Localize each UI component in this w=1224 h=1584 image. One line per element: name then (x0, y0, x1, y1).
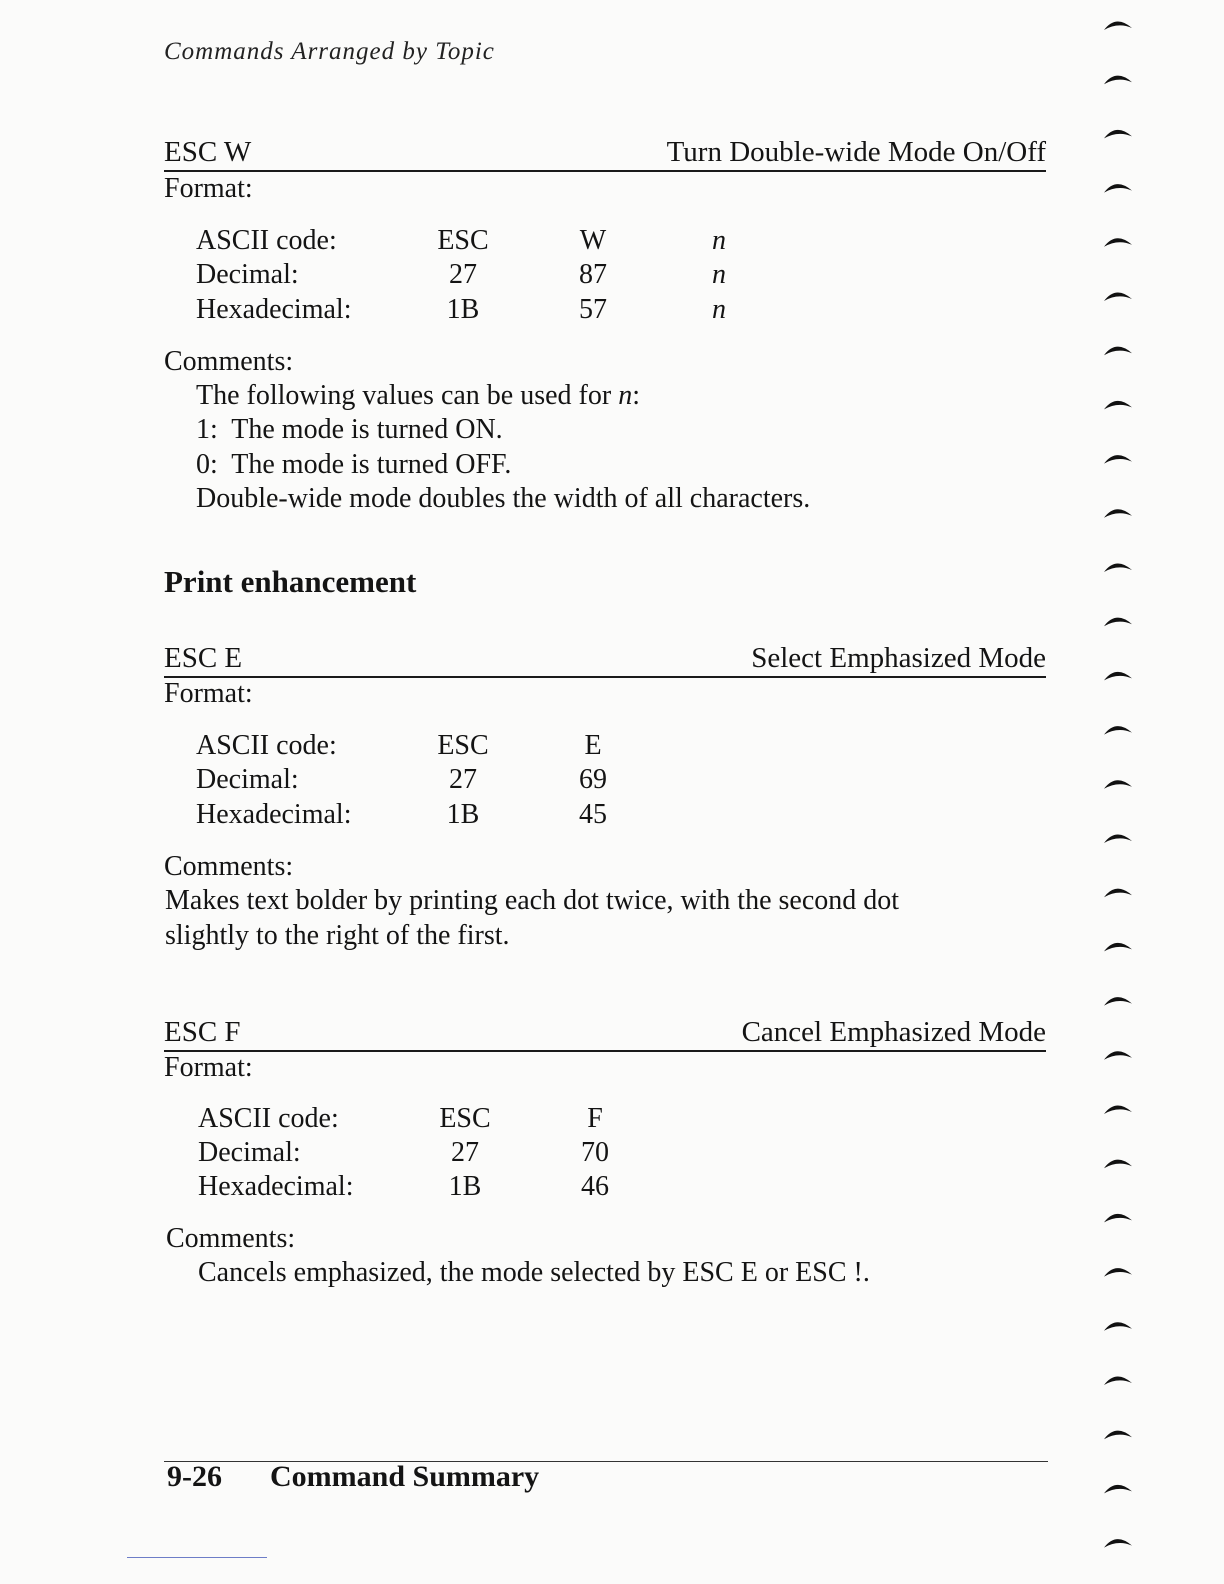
command-header-esc-e (164, 638, 1046, 678)
command-header-esc-f (164, 1012, 1046, 1052)
format-row-decimal (196, 259, 796, 293)
format-value: 46 (581, 1171, 609, 1202)
format-value: 87 (579, 259, 607, 290)
binder-hole-icon (1104, 347, 1132, 356)
command-title: Select Emphasized Mode (751, 642, 1046, 674)
row-label: ASCII code: (196, 225, 337, 256)
binder-hole-icon (1104, 130, 1132, 139)
row-label: Hexadecimal: (196, 799, 352, 830)
format-row-hex (196, 799, 796, 833)
binder-hole-icon (1104, 943, 1132, 952)
row-label: Hexadecimal: (198, 1171, 354, 1202)
running-head: Commands Arranged by Topic (164, 38, 495, 65)
format-value: ESC (439, 1103, 491, 1134)
row-label: Decimal: (196, 764, 299, 795)
command-code: ESC W (164, 136, 252, 168)
binder-hole-icon (1104, 1105, 1132, 1114)
page-number: 9-26 (167, 1460, 222, 1493)
command-title: Cancel Emphasized Mode (741, 1016, 1046, 1048)
format-row-hex (198, 1171, 798, 1205)
comment-punct: : (632, 380, 640, 411)
binder-hole-icon (1104, 1322, 1132, 1331)
binder-hole-icon (1104, 76, 1132, 85)
format-row-ascii (198, 1103, 798, 1137)
format-row-ascii (196, 225, 796, 259)
comments-label: Comments: (166, 1223, 296, 1254)
format-value: 27 (451, 1137, 479, 1168)
command-code: ESC F (164, 1016, 241, 1048)
row-label: ASCII code: (198, 1103, 339, 1134)
comment-line: slightly to the right of the first. (165, 920, 510, 951)
binder-hole-icon (1104, 997, 1132, 1006)
binder-hole-icon (1104, 401, 1132, 410)
format-value: ESC (437, 225, 489, 256)
format-value: E (584, 730, 602, 761)
binder-hole-icon (1104, 455, 1132, 464)
binder-hole-icon (1104, 1485, 1132, 1494)
format-value: 1B (448, 1171, 482, 1202)
binder-hole-icon (1104, 834, 1132, 843)
edge-rule (127, 1557, 267, 1558)
footer-title: Command Summary (270, 1460, 540, 1493)
row-label: ASCII code: (196, 730, 337, 761)
comment-text: The following values can be used for (196, 380, 619, 411)
format-value: 1B (446, 294, 480, 325)
format-variable: n (712, 225, 726, 256)
format-row-decimal (196, 764, 796, 798)
format-row-decimal (198, 1137, 798, 1171)
binder-hole-icon (1104, 1268, 1132, 1277)
binder-holes (1096, 0, 1144, 1584)
binder-hole-icon (1104, 184, 1132, 193)
format-label: Format: (164, 1052, 253, 1083)
format-value: 45 (579, 799, 607, 830)
comments-label: Comments: (164, 851, 294, 882)
binder-hole-icon (1104, 21, 1132, 30)
comment-line: Cancels emphasized, the mode selected by ESC E or ESC !. (198, 1257, 870, 1288)
command-title: Turn Double-wide Mode On/Off (666, 136, 1046, 168)
command-header-esc-w (164, 132, 1046, 172)
format-value: 57 (579, 294, 607, 325)
binder-hole-icon (1104, 780, 1132, 789)
binder-hole-icon (1104, 563, 1132, 572)
format-variable: n (712, 294, 726, 325)
comment-line: 1: The mode is turned ON. (196, 414, 503, 445)
format-value: 27 (449, 764, 477, 795)
format-row-ascii (196, 730, 796, 764)
format-value: 69 (579, 764, 607, 795)
format-label: Format: (164, 173, 253, 204)
row-label: Decimal: (198, 1137, 301, 1168)
binder-hole-icon (1104, 292, 1132, 301)
row-label: Decimal: (196, 259, 299, 290)
format-value: 70 (581, 1137, 609, 1168)
comment-line: Double-wide mode doubles the width of all characters. (196, 483, 811, 514)
binder-hole-icon (1104, 1160, 1132, 1169)
format-label: Format: (164, 678, 253, 709)
binder-hole-icon (1104, 1376, 1132, 1385)
binder-hole-icon (1104, 1214, 1132, 1223)
binder-hole-icon (1104, 618, 1132, 627)
binder-hole-icon (1104, 509, 1132, 518)
binder-hole-icon (1104, 1539, 1132, 1548)
binder-hole-icon (1104, 238, 1132, 247)
binder-hole-icon (1104, 726, 1132, 735)
binder-hole-icon (1104, 1051, 1132, 1060)
section-heading: Print enhancement (164, 564, 417, 599)
comments-label: Comments: (164, 346, 294, 377)
format-value: W (579, 225, 607, 256)
format-variable: n (712, 259, 726, 290)
binder-hole-icon (1104, 672, 1132, 681)
comment-line: Makes text bolder by printing each dot twice, with the second dot (165, 885, 900, 916)
command-code: ESC E (164, 642, 243, 674)
row-label: Hexadecimal: (196, 294, 352, 325)
comment-variable: n (618, 380, 633, 411)
binder-hole-icon (1104, 1431, 1132, 1440)
format-value: F (587, 1103, 603, 1134)
binder-hole-icon (1104, 889, 1132, 898)
format-value: ESC (437, 730, 489, 761)
format-value: 1B (446, 799, 480, 830)
comment-line: 0: The mode is turned OFF. (196, 449, 512, 480)
format-row-hex (196, 294, 796, 328)
comment-intro-line (196, 380, 640, 412)
format-value: 27 (449, 259, 477, 290)
